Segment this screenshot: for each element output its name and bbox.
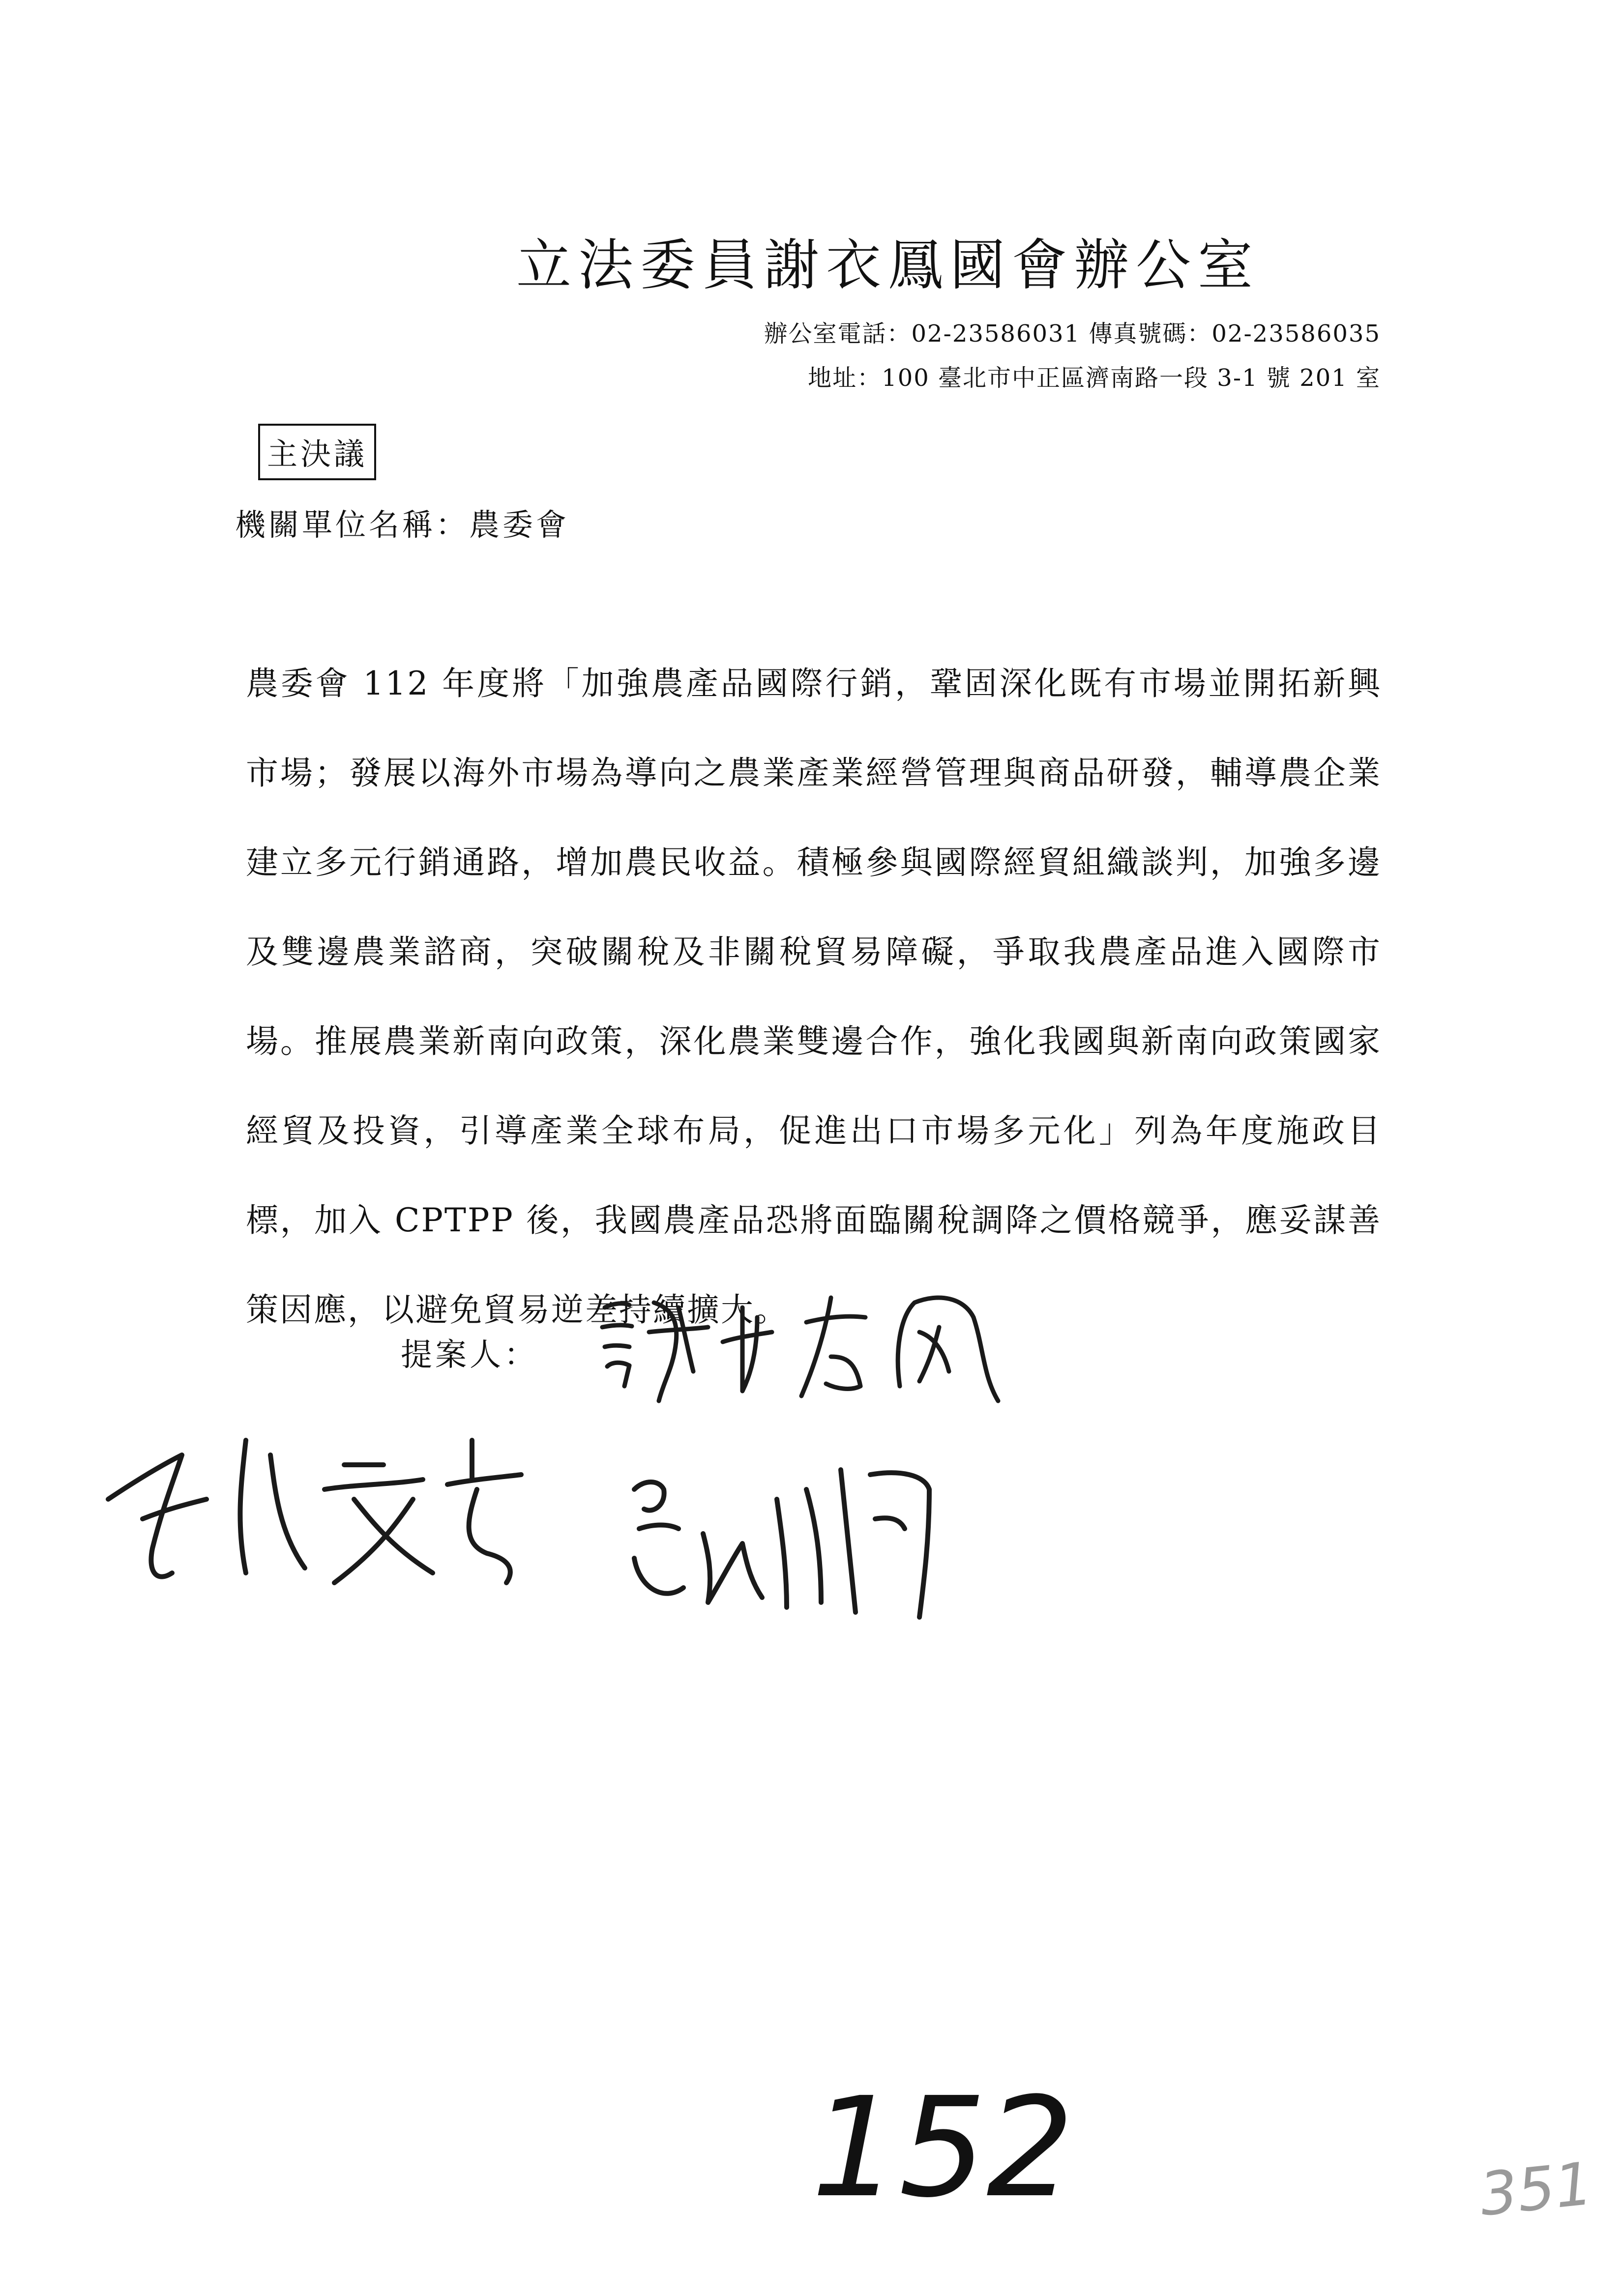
agency-line: 機關單位名稱：農委會 [235, 507, 570, 543]
office-phone-fax: 辦公室電話：02-23586031 傳真號碼：02-23586035 [764, 320, 1381, 348]
office-address: 地址：100 臺北市中正區濟南路一段 3-1 號 201 室 [808, 364, 1381, 392]
proposer-label: 提案人： [401, 1337, 538, 1373]
sheet-number: 351 [1476, 2150, 1596, 2230]
resolution-body: 農委會 112 年度將「加強農產品國際行銷，鞏固深化既有市場並開拓新興市場；發展以海外市場為導向之農業產業經營管理與商品研發，輔導農企業建立多元行銷通路，增加農民收益。積極參與國際經貿組織談判，加強多邊及雙邊農業諮商，突破關稅及非關稅貿易障礙，爭取我農產品進入國際市場。推展農業新南向政策，深化農業雙邊合作，強化我國與新南向政策國家經貿及投資，引導產業全球布局，促進出口市場多元化」列為年度施政目標，加入 CPTPP 後，我國農產品恐將面臨關稅調降之價格競爭，應妥謀善策因應，以避免貿易逆差持續擴大。 [246, 665, 1382, 1329]
signature-2 [98, 1425, 541, 1602]
document-type-box: 主決議 [258, 424, 376, 480]
office-title: 立法委員謝衣鳳國會辦公室 [516, 233, 1260, 297]
signature-1 [595, 1288, 1013, 1416]
signature-3 [624, 1460, 949, 1622]
page-number: 152 [811, 2068, 1074, 2228]
